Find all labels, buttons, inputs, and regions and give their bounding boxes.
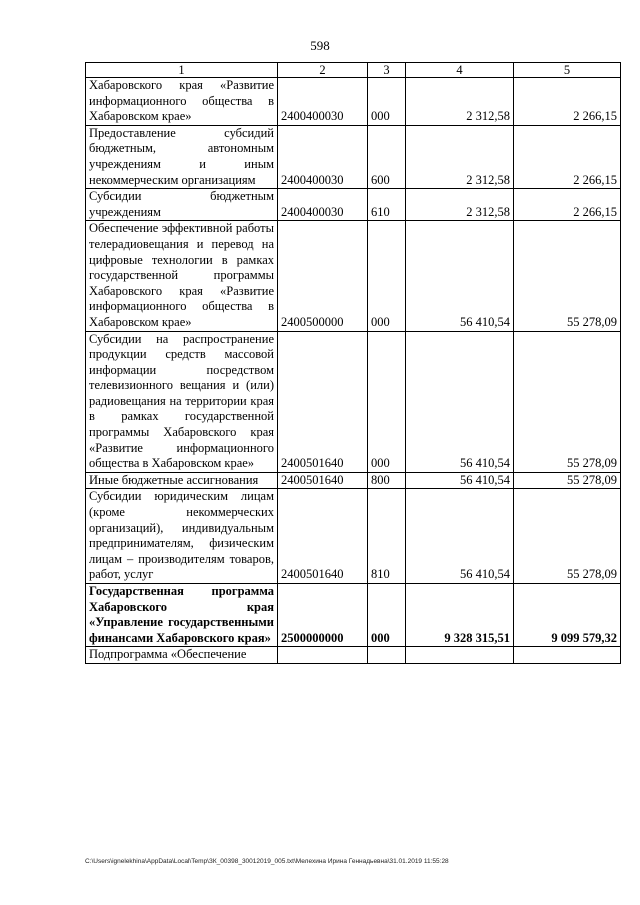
table-row <box>86 331 621 472</box>
row-code: 2400501640 <box>278 489 368 584</box>
column-header-amount-1: 4 <box>406 63 514 78</box>
row-name: Иные бюджетные ассигнования <box>86 472 278 489</box>
row-amount-1: 9 328 315,51 <box>406 584 514 647</box>
row-expense-type: 800 <box>368 472 406 489</box>
row-code: 2400501640 <box>278 472 368 489</box>
row-expense-type: 000 <box>368 584 406 647</box>
column-header-amount-2: 5 <box>514 63 621 78</box>
row-expense-type: 600 <box>368 125 406 188</box>
row-amount-2: 2 266,15 <box>514 189 621 221</box>
row-expense-type: 000 <box>368 331 406 472</box>
row-amount-2: 55 278,09 <box>514 489 621 584</box>
row-name: Обеспечение эффективной работы телерадиовещания и перевод на цифровые технологии в рамках государственной программы Хабаровского края «Развитие информационного общества в Хабаровском крае» <box>86 221 278 331</box>
row-code: 2400501640 <box>278 331 368 472</box>
table-row <box>86 221 621 331</box>
row-expense-type: 610 <box>368 189 406 221</box>
row-name: Хабаровского края «Развитие информационного общества в Хабаровском крае» <box>86 78 278 126</box>
column-header-name: 1 <box>86 63 278 78</box>
row-expense-type: 000 <box>368 78 406 126</box>
table-row <box>86 189 621 221</box>
row-expense-type: 000 <box>368 221 406 331</box>
row-amount-2: 2 266,15 <box>514 78 621 126</box>
table-row <box>86 647 621 664</box>
column-header-kind: 3 <box>368 63 406 78</box>
row-amount-2: 55 278,09 <box>514 221 621 331</box>
row-expense-type <box>368 647 406 664</box>
table-row-program-total <box>86 584 621 647</box>
row-code: 2400400030 <box>278 125 368 188</box>
row-code: 2400400030 <box>278 189 368 221</box>
table-row <box>86 472 621 489</box>
row-amount-1: 2 312,58 <box>406 78 514 126</box>
table-row <box>86 125 621 188</box>
column-header-code: 2 <box>278 63 368 78</box>
row-code: 2400500000 <box>278 221 368 331</box>
row-amount-1: 56 410,54 <box>406 472 514 489</box>
row-name: Предоставление субсидий бюджетным, автономным учреждениям и иным некоммерческим организациям <box>86 125 278 188</box>
row-code: 2400400030 <box>278 78 368 126</box>
row-amount-1: 56 410,54 <box>406 331 514 472</box>
row-amount-1: 2 312,58 <box>406 125 514 188</box>
table-row <box>86 489 621 584</box>
row-name: Субсидии бюджетным учреждениям <box>86 189 278 221</box>
row-code <box>278 647 368 664</box>
row-expense-type: 810 <box>368 489 406 584</box>
row-name: Государственная программа Хабаровского края «Управление государственными финансами Хабаровского края» <box>86 584 278 647</box>
header-row <box>86 63 621 78</box>
row-amount-1: 56 410,54 <box>406 221 514 331</box>
row-name: Подпрограмма «Обеспечение <box>86 647 278 664</box>
table-row <box>86 78 621 126</box>
row-amount-1: 56 410,54 <box>406 489 514 584</box>
row-amount-2: 55 278,09 <box>514 472 621 489</box>
row-amount-2: 55 278,09 <box>514 331 621 472</box>
row-code: 2500000000 <box>278 584 368 647</box>
row-amount-2: 9 099 579,32 <box>514 584 621 647</box>
row-amount-2 <box>514 647 621 664</box>
row-name: Субсидии на распространение продукции средств массовой информации посредством телевизионного вещания и (или) радиовещания на территории края в рамках государственной программы Хабаровского края «Развитие информационного общества в Хабаровском крае» <box>86 331 278 472</box>
file-path-footer: C:\Users\ignelekhina\AppData\Local\Temp\ЗК_00398_30012019_005.txt\Мелехина Ирина Геннадьевна\31.01.2019 11:55:28 <box>85 858 449 865</box>
row-amount-1: 2 312,58 <box>406 189 514 221</box>
row-amount-1 <box>406 647 514 664</box>
row-amount-2: 2 266,15 <box>514 125 621 188</box>
page-number: 598 <box>310 38 330 53</box>
budget-table <box>85 62 621 664</box>
row-name: Субсидии юридическим лицам (кроме некоммерческих организаций), индивидуальным предпринимателям, физическим лицам – производителям товаров, работ, услуг <box>86 489 278 584</box>
